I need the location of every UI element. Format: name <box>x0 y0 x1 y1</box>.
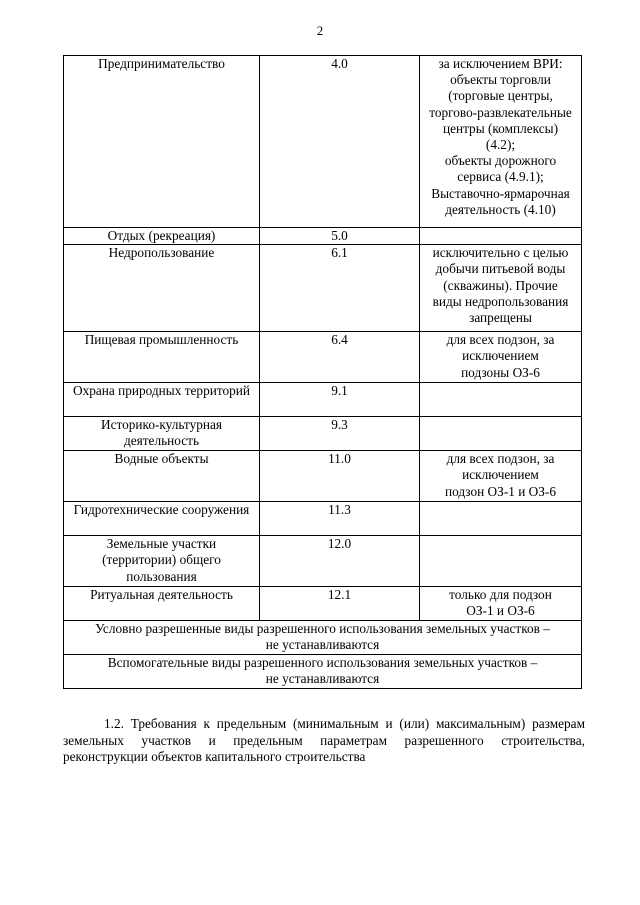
land-use-name: Ритуальная деятельность <box>64 587 260 621</box>
land-use-code: 11.3 <box>260 502 420 536</box>
land-use-name: Охрана природных территорий <box>64 383 260 417</box>
land-use-code: 4.0 <box>260 56 420 228</box>
land-use-name: Земельные участки (территории) общего пользования <box>64 536 260 587</box>
land-use-name: Пищевая промышленность <box>64 332 260 383</box>
land-use-code: 12.1 <box>260 587 420 621</box>
land-use-name: Отдых (рекреация) <box>64 228 260 245</box>
land-use-code: 9.1 <box>260 383 420 417</box>
page-number: 2 <box>316 23 324 38</box>
land-use-note <box>420 417 582 451</box>
land-use-code: 6.4 <box>260 332 420 383</box>
table-row <box>64 228 582 245</box>
land-use-code: 12.0 <box>260 536 420 587</box>
land-use-table <box>63 55 582 689</box>
land-use-note: только для подзон ОЗ-1 и ОЗ-6 <box>420 587 582 621</box>
section-paragraph: 1.2. Требования к предельным (минимальным и (или) максимальным) размерам земельных участков и предельным параметрам разрешенного строительства, реконструкции объектов капитального строительства <box>63 716 585 764</box>
land-use-note: исключительно с целью добычи питьевой воды (скважины). Прочие виды недропользования запрещены <box>420 245 582 332</box>
land-use-note: для всех подзон, за исключением подзон ОЗ-1 и ОЗ-6 <box>420 451 582 502</box>
table-row <box>64 502 582 536</box>
land-use-note <box>420 502 582 536</box>
land-use-code: 6.1 <box>260 245 420 332</box>
conditional-uses-row: Условно разрешенные виды разрешенного использования земельных участков – не устанавливаются <box>64 621 582 655</box>
land-use-code: 11.0 <box>260 451 420 502</box>
auxiliary-uses-row: Вспомогательные виды разрешенного использования земельных участков – не устанавливаются <box>64 655 582 689</box>
land-use-note <box>420 383 582 417</box>
table-row <box>64 332 582 383</box>
land-use-name: Историко-культурная деятельность <box>64 417 260 451</box>
table-row <box>64 56 582 228</box>
table-row <box>64 245 582 332</box>
land-use-note <box>420 228 582 245</box>
land-use-name: Предпринимательство <box>64 56 260 228</box>
land-use-name: Водные объекты <box>64 451 260 502</box>
table-row <box>64 536 582 587</box>
land-use-name: Гидротехнические сооружения <box>64 502 260 536</box>
table-row <box>64 587 582 621</box>
table-row <box>64 417 582 451</box>
land-use-code: 5.0 <box>260 228 420 245</box>
table-row <box>64 655 582 689</box>
land-use-name: Недропользование <box>64 245 260 332</box>
land-use-note: для всех подзон, за исключением подзоны ОЗ-6 <box>420 332 582 383</box>
table-row <box>64 451 582 502</box>
table-row <box>64 383 582 417</box>
land-use-note <box>420 536 582 587</box>
land-use-code: 9.3 <box>260 417 420 451</box>
land-use-note: за исключением ВРИ: объекты торговли (торговые центры, торгово-развлекательные центры (комплексы) (4.2); объекты дорожного сервиса (4.9.1); Выставочно-ярмарочная деятельность (4.10) <box>420 56 582 228</box>
table-row <box>64 621 582 655</box>
